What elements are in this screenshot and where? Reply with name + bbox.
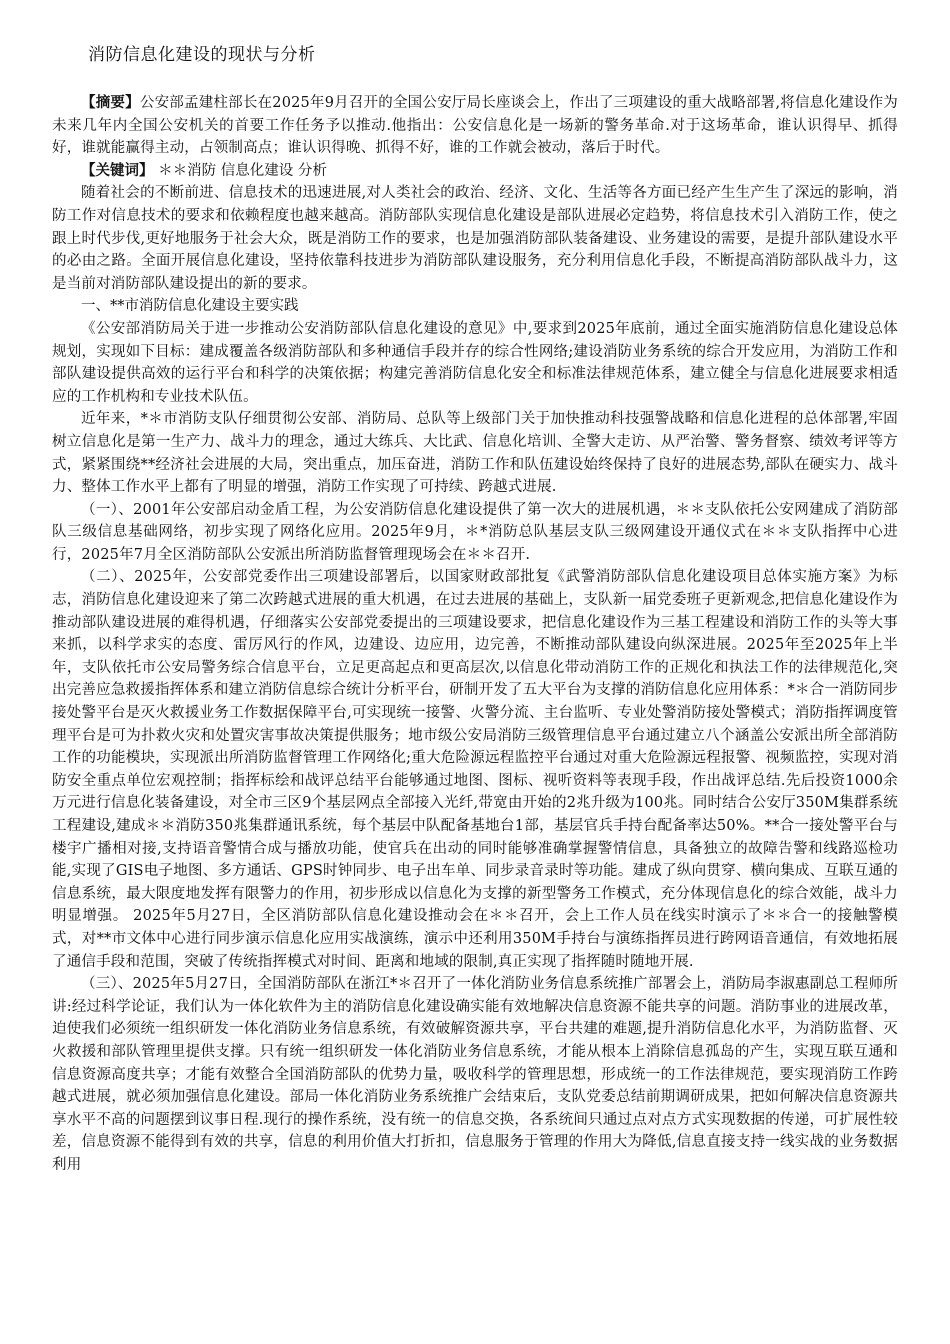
keywords-label: 【关键词】 xyxy=(81,161,154,179)
abstract-paragraph xyxy=(52,92,898,160)
paragraph-part-three: （三）、2025年5月27日，全国消防部队在浙江*＊召开了一体化消防业务信息系统推广部署会上，消防局李淑惠副总工程师所讲:经过科学论证，我们认为一体化软件为主的消防信息化建设确实能有效地解决信息资源不能共享的问题。消防事业的进展改革，迫使我们必须统一组织研发一体化消防业务信息系统，有效破解资源共享，平台共建的难题,提升消防信息化水平，为消防监督、灭火救援和部队管理里提供支撑。只有统一组织研发一体化消防业务信息系统，才能从根本上消除信息孤岛的产生，实现互联互通和信息资源高度共享；才能有效整合全国消防部队的优势力量，吸收科学的管理思想，形成统一的工作法律规范，要实现消防工作跨越式进展，就必须加强信息化建设。部局一体化消防业务系统推广会结束后，支队党委总结前期调研成果，把如何解决信息资源共享水平不高的问题摆到议事日程.现行的操作系统，没有统一的信息交换，各系统间只通过点对点方式实现数据的传递，可扩展性较差，信息资源不能得到有效的共享，信息的利用价值大打折扣，信息服务于管理的作用大为降低,信息直接支持一线实战的业务数据利用 xyxy=(52,976,898,1173)
paragraph-part-two: （二）、2025年，公安部党委作出三项建设部署后，以国家财政部批复《武警消防部队信息化建设项目总体实施方案》为标志，消防信息化建设迎来了第二次跨越式进展的重大机遇，在过去进展的基础上，支队新一届党委班子更新观念,把信息化建设作为推动部队建设进展的难得机遇，仔细落实公安部党委提出的三项建设要求，把信息化建设作为三基工程建设和消防工作的头等大事来抓，以科学求实的态度、雷厉风行的作风，边建设、边应用，边完善，不断推动部队建设向纵深进展。2025年至2025年上半年，支队依托市公安局警务综合信息平台，立足更高起点和更高层次,以信息化带动消防工作的正规化和执法工作的法律规范化,突出完善应急救援指挥体系和建立消防信息综合统计分析平台，研制开发了五大平台为支撑的消防信息化应用体系：*＊合一消防同步接处警平台是灭火救援业务工作数据保障平台,可实现统一接警、火警分流、主台监听、专业处警消防接处警模式；消防指挥调度管理平台是可为扑救火灾和处置灾害事故决策提供服务；地市级公安局消防三级管理信息平台通过建立八个涵盖公安派出所全部消防工作的功能模块，实现派出所消防监督管理工作网络化;重大危险源远程监控平台通过对重大危险源远程报警、视频监控，实现对消防安全重点单位宏观控制；指挥标绘和战评总结平台能够通过地图、图标、视听资料等表现手段，作出战评总结.先后投资1000余万元进行信息化装备建设，对全市三区9个基层网点全部接入光纤,带宽由开始的2兆升级为100兆。同时结合公安厅350M集群系统工程建设,建成＊＊消防350兆集群通讯系统，每个基层中队配备基地台1部，基层官兵手持台配备率达50%。**合一接处警平台与楼宇广播相对接,支持语音警情合成与播放功能，使官兵在出动的同时能够准确掌握警情信息，具备独立的故障告警和线路巡检功能,实现了GIS电子地图、多方通话、GPS时钟同步、电子出车单、同步录音录时等功能。建成了纵向贯穿、横向集成、互联互通的信息系统，最大限度地发挥有限警力的作用，初步形成以信息化为支撑的新型警务工作模式，充分体现信息化的综合效能，战斗力明显增强。 2025年5月27日，全区消防部队信息化建设推动会在＊＊召开，会上工作人员在线实时演示了＊＊合一的接触警模式，对**市文体中心进行同步演示信息化应用实战演练，演示中还利用350M手持台与演练指挥员进行跨网语音通信，有效地拓展了通信手段和范围，突破了传统指挥模式对时间、距离和地域的限制,真正实现了指挥随时随地开展. xyxy=(52,569,898,970)
intro-paragraph: 随着社会的不断前进、信息技术的迅速进展,对人类社会的政治、经济、文化、生活等各方面已经产生生产生了深远的影响，消防工作对信息技术的要求和依赖程度也越来越高。消防部队实现信息化建设是部队进展必定趋势，将信息技术引入消防工作，使之跟上时代步伐,更好地服务于社会大众，既是消防工作的要求，也是加强消防部队装备建设、业务建设的需要，是提升部队建设水平的必由之路。全面开展信息化建设，坚持依靠科技进步为消防部队建设服务，充分利用信息化手段，不断提高消防部队战斗力，这是当前对消防部队建设提出的新的要求。 xyxy=(52,185,898,292)
keywords-text: ＊＊消防 信息化建设 分析 xyxy=(158,162,327,179)
keywords-paragraph xyxy=(52,160,898,183)
paragraph-recent-years: 近年来，*＊市消防支队仔细贯彻公安部、消防局、总队等上级部门关于加快推动科技强警战略和信息化进程的总体部署,牢固树立信息化是第一生产力、战斗力的理念，通过大练兵、大比武、信息化培训、全警大走访、从严治警、警务督察、绩效考评等方式，紧紧围绕**经济社会进展的大局，突出重点，加压奋进，消防工作和队伍建设始终保持了良好的进展态势,部队在硬实力、战斗力、整体工作水平上都有了明显的增强，消防工作实现了可持续、跨越式进展. xyxy=(52,411,898,496)
title-spacer xyxy=(52,72,898,92)
abstract-text: 公安部孟建柱部长在2025年9月召开的全国公安厅局长座谈会上，作出了三项建设的重大战略部署,将信息化建设作为未来几年内全国公安机关的首要工作任务予以推动.他指出：公安信息化是一场新的警务革命.对于这场革命，谁认识得早、抓得好，谁就能赢得主动，占领制高点；谁认识得晚、抓得不好，谁的工作就会被动，落后于时代。 xyxy=(52,95,898,157)
document-title: 消防信息化建设的现状与分析 xyxy=(88,45,316,65)
paragraph-part-one: （一）、2001年公安部启动金盾工程，为公安消防信息化建设提供了第一次大的进展机遇，＊＊支队依托公安网建成了消防部队三级信息基础网络，初步实现了网络化应用。2025年9月，＊*消防总队基层支队三级网建设开通仪式在＊＊支队指挥中心进行，2025年7月全区消防部队公安派出所消防监督管理现场会在＊＊召开. xyxy=(52,501,898,563)
section1-heading: 一、**市消防信息化建设主要实践 xyxy=(81,298,299,315)
paragraph-opinion: 《公安部消防局关于进一步推动公安消防部队信息化建设的意见》中,要求到2025年底前，通过全面实施消防信息化建设总体规划，实现如下目标：建成覆盖各级消防部队和多种通信手段并存的综合性网络;建设消防业务系统的综合开发应用，为消防工作和部队建设提供高效的运行平台和科学的决策依据；构建完善消防信息化安全和标准法律规范体系，建立健全与信息化进展要求相适应的工作机构和专业技术队伍。 xyxy=(52,320,898,405)
abstract-label: 【摘要】 xyxy=(81,94,140,111)
